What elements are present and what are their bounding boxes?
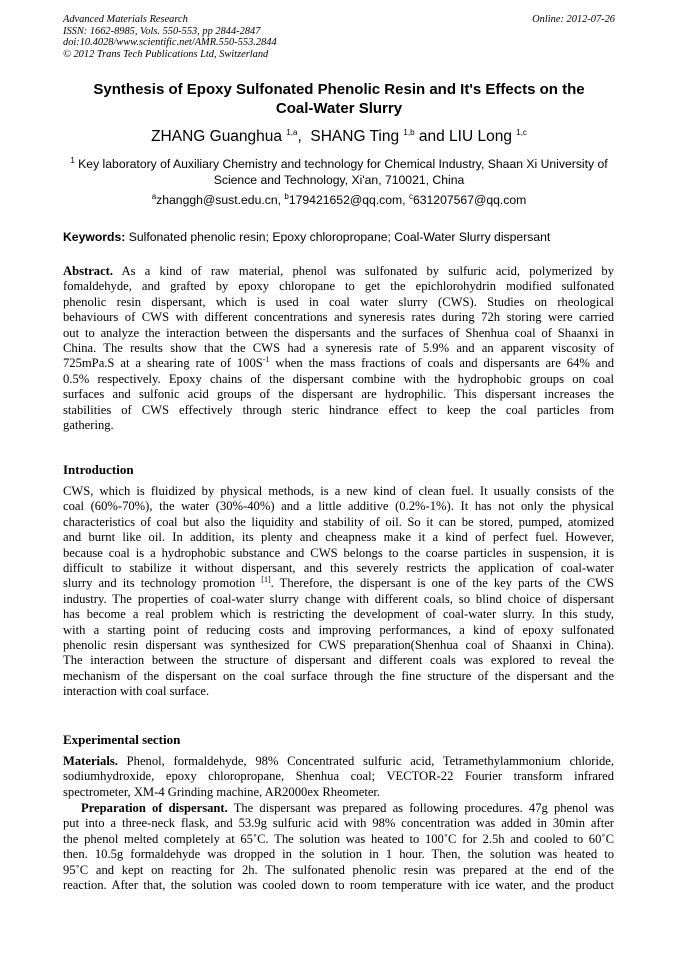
- section-heading-introduction: Introduction: [63, 462, 134, 477]
- author-name: SHANG Ting: [310, 128, 404, 145]
- text-line: and burnt like oil. In addition, its plenty and cheapness make it a kind of perfect fuel. However,: [63, 530, 614, 545]
- text-line: difficult to stabilize it without dispersant, and this severely restricts the application of coal-water: [63, 560, 614, 575]
- text-line: reaction. After that, the solution was cooled down to room temperature with ice water, and the product: [63, 877, 614, 892]
- text-line: spectrometer, XM-4 Grinding machine, AR2000ex Rheometer.: [63, 784, 381, 799]
- section-heading-experimental: Experimental section: [63, 732, 181, 747]
- preparation-label: Preparation of dispersant.: [81, 801, 228, 815]
- email-link[interactable]: zhanggh@sust.edu.cn,: [156, 193, 285, 207]
- abstract-label: Abstract.: [63, 264, 114, 278]
- affiliation-line: Key laboratory of Auxiliary Chemistry and technology for Chemical Industry, Shaan Xi University of: [74, 157, 608, 171]
- author-sup: 1,b: [403, 127, 415, 137]
- text-line: because coal is a hydrophobic substance and CWS belongs to the coarse particles in suspension, it is: [63, 545, 614, 560]
- text-line: industry. The properties of coal-water slurry change with different coals, so blind choice of dispersant: [63, 591, 614, 606]
- email-link[interactable]: 631207567@qq.com: [412, 193, 527, 207]
- keywords: [63, 230, 615, 244]
- text-line: China. The results show that the CWS had a syneresis rate of 5.9% and an apparent viscosity of: [63, 340, 614, 355]
- journal-header: [63, 14, 615, 60]
- text-line: with a starting point of reducing costs and improving performances, a kind of epoxy sulfonated: [63, 622, 614, 637]
- text-line: out to analyze the interaction between the dispersants and the surfaces of Shenhua coal of Shaanxi in: [63, 325, 614, 340]
- text-line: 0.5% respectively. Epoxy chains of the dispersant combine with the hydrophobic groups on coal: [63, 371, 614, 386]
- text-line: put into a three-neck flask, and 53.9g sulfuric acid with 98% concentration was added in 30min after: [63, 816, 614, 831]
- preparation-paragraph: [63, 801, 614, 893]
- text-line: then. 10.5g formaldehyde was dropped in the solution in 1 hour. Then, the solution was heated to: [63, 847, 614, 862]
- text-line: stabilities of CWS effectively through steric hindrance effect to keep the coal particles from: [63, 402, 614, 417]
- materials-label: Materials.: [63, 754, 118, 768]
- text-line: sodiumhydroxide, epoxy chloropropane, Shenhua coal; VECTOR-22 Fourier transform infrared: [63, 769, 614, 784]
- citation-ref[interactable]: [1]: [261, 576, 271, 585]
- paper-title: [70, 80, 608, 118]
- text-line: mechanism of the dispersant on the coal surface through the fine structure of the dispersant and the: [63, 668, 614, 683]
- text-line: the phenol melted completely at 65˚C. The solution was heated to 100˚C for 2.5h and cooled to 60˚C: [63, 831, 614, 846]
- text-line: coal (60%-70%), the water (30%-40%) and a little additive (0.2%-1%). It has not only the physical: [63, 499, 614, 514]
- title-line: Synthesis of Epoxy Sulfonated Phenolic Resin and It's Effects on the: [93, 81, 585, 98]
- text-line: CWS, which is fluidized by physical methods, is a new kind of clean fuel. It usually consists of the: [63, 484, 614, 498]
- author-sup: 1,c: [516, 127, 527, 137]
- materials-paragraph: [63, 754, 614, 800]
- text-line: Abstract. As a kind of raw material, phenol was sulfonated by sulfuric acid, polymerized by: [63, 264, 614, 278]
- abstract-paragraph: [63, 264, 614, 433]
- email-sup: c: [408, 191, 413, 201]
- text-line: Preparation of dispersant. The dispersant was prepared as following procedures. 47g phenol was: [81, 801, 614, 815]
- text-line: behaviours of CWS with different concentrations and syneresis rates during 72h storing were carried: [63, 310, 614, 325]
- affiliation: [63, 156, 615, 188]
- author-emails: [63, 193, 615, 207]
- email-link[interactable]: 179421652@qq.com,: [288, 193, 409, 207]
- email-sup: b: [284, 191, 289, 201]
- author-sup: 1,a: [286, 127, 298, 137]
- title-line: Coal-Water Slurry: [275, 100, 403, 117]
- text-line: has become a real problem which is restricting the development of coal-water slurry. In this study,: [63, 607, 614, 622]
- email-sup: a: [151, 191, 157, 201]
- text-line: interaction with coal surface.: [63, 684, 210, 699]
- affiliation-sup: 1: [70, 155, 75, 165]
- online-date: Online: 2012-07-26: [532, 14, 615, 25]
- text-line: surfaces and sulfonic acid groups of the dispersant are hydrophilic. This dispersant increases the: [63, 387, 614, 402]
- issn-line: ISSN: 1662-8985, Vols. 550-553, pp 2844-2847: [63, 25, 261, 37]
- author-sep: and: [414, 128, 450, 145]
- text-line: fomaldehyde, and grafted by epoxy chloropane to get the epichlorohydrin modified sulfonated: [63, 279, 614, 294]
- author-name: ZHANG Guanghua: [151, 128, 287, 145]
- keywords-label: Keywords:: [63, 230, 126, 244]
- keywords-text: Sulfonated phenolic resin; Epoxy chloropropane; Coal-Water Slurry dispersant: [125, 230, 551, 244]
- copyright-line: © 2012 Trans Tech Publications Ltd, Switzerland: [63, 48, 269, 60]
- text-line: Materials. Phenol, formaldehyde, 98% Concentrated sulfuric acid, Tetramethylammonium chloride,: [63, 754, 614, 768]
- author-list: [63, 128, 615, 146]
- author-sep: ,: [297, 128, 311, 145]
- text-line: The interaction between the structure of dispersant and different coals was explored to reveal the: [63, 653, 614, 668]
- author-name: LIU Long: [449, 128, 517, 145]
- text-line: gathering.: [63, 417, 114, 432]
- text-line: 725mPa.S at a shearing rate of $100S^{-1}$ when the mass fractions of coals and dispersants are 64% and: [63, 356, 614, 371]
- journal-name: Advanced Materials Research: [63, 14, 188, 25]
- affiliation-line: Science and Technology, Xi'an, 710021, China: [213, 173, 465, 187]
- text-line: phenolic resin dispersant was synthesized for CWS preparation(Shenhua coal of Shaanxi in China).: [63, 637, 614, 652]
- text-line: phenolic resin dispersant, which is used in coal water slurry (CWS). Studies on rheological: [63, 294, 614, 309]
- text-line: slurry and its technology promotion [1]. Therefore, the dispersant is one of the key parts of the CWS: [63, 576, 614, 591]
- text-line: 95˚C and kept on reacting for 2h. The sulfonated phenolic resin was prepared at the end of the: [63, 862, 614, 877]
- introduction-paragraph: [63, 484, 614, 699]
- text-line: characteristics of coal but also the liquidity and stability of oil. So it can be stored, pumped, atomized: [63, 514, 614, 529]
- doi-line: doi:10.4028/www.scientific.net/AMR.550-553.2844: [63, 37, 277, 49]
